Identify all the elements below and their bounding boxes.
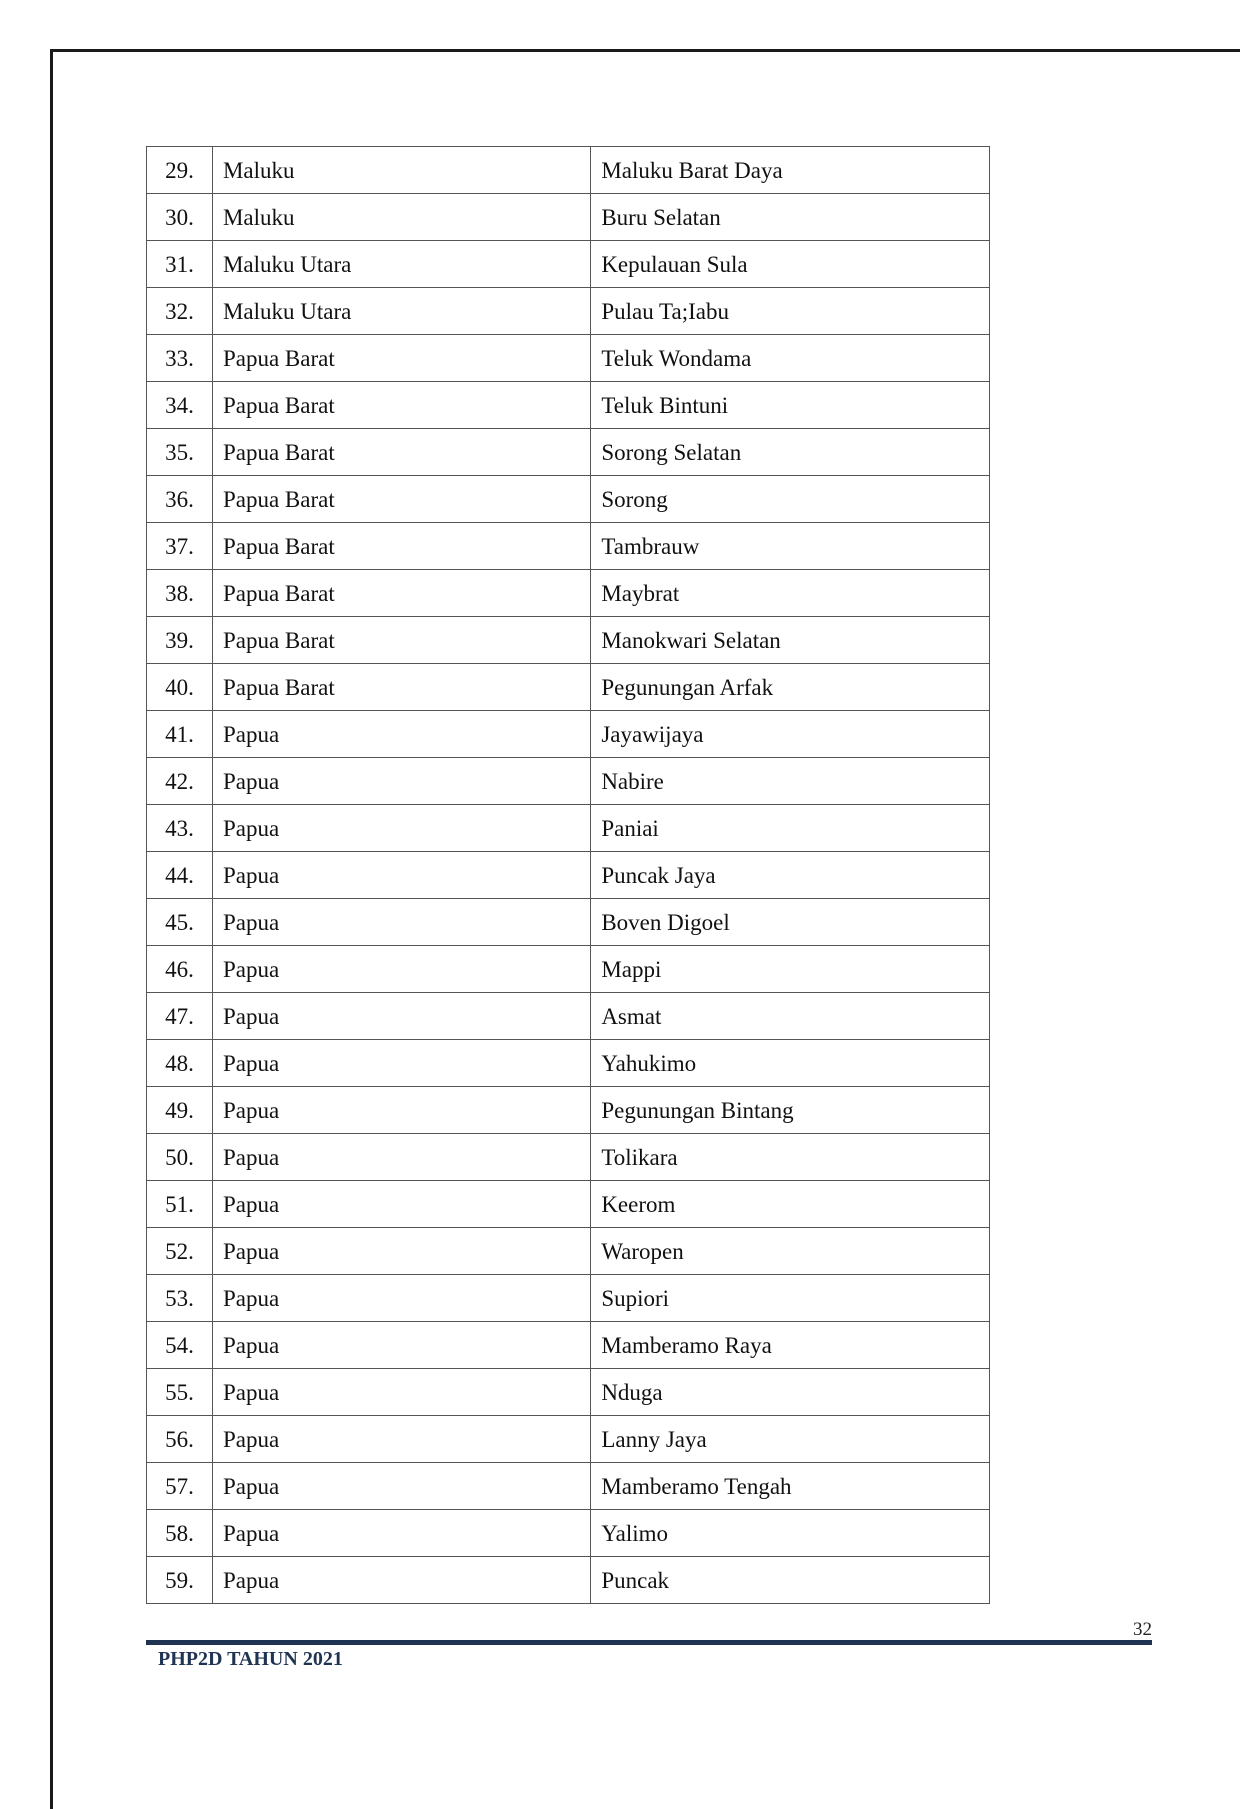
- regency-cell: Lanny Jaya: [591, 1416, 990, 1463]
- table-row: [147, 1134, 990, 1181]
- row-number-cell: 52.: [147, 1228, 213, 1275]
- province-cell: Maluku: [212, 194, 590, 241]
- table-row: [147, 852, 990, 899]
- regency-cell: Yalimo: [591, 1510, 990, 1557]
- regency-cell: Maluku Barat Daya: [591, 147, 990, 194]
- regency-cell: Pulau Ta;Iabu: [591, 288, 990, 335]
- footer-divider: [146, 1640, 1152, 1645]
- regency-cell: Paniai: [591, 805, 990, 852]
- province-cell: Papua: [212, 1510, 590, 1557]
- row-number-cell: 30.: [147, 194, 213, 241]
- table-row: [147, 899, 990, 946]
- province-cell: Papua: [212, 1087, 590, 1134]
- regency-cell: Jayawijaya: [591, 711, 990, 758]
- regency-cell: Manokwari Selatan: [591, 617, 990, 664]
- row-number-cell: 49.: [147, 1087, 213, 1134]
- table-row: [147, 1181, 990, 1228]
- regency-cell: Asmat: [591, 993, 990, 1040]
- table-row: [147, 147, 990, 194]
- table-row: [147, 1369, 990, 1416]
- regency-cell: Boven Digoel: [591, 899, 990, 946]
- province-cell: Papua: [212, 1416, 590, 1463]
- row-number-cell: 58.: [147, 1510, 213, 1557]
- province-cell: Papua: [212, 852, 590, 899]
- regency-cell: Sorong: [591, 476, 990, 523]
- regency-cell: Mappi: [591, 946, 990, 993]
- row-number-cell: 44.: [147, 852, 213, 899]
- row-number-cell: 47.: [147, 993, 213, 1040]
- province-cell: Papua Barat: [212, 570, 590, 617]
- table-row: [147, 664, 990, 711]
- row-number-cell: 38.: [147, 570, 213, 617]
- regency-cell: Pegunungan Bintang: [591, 1087, 990, 1134]
- row-number-cell: 35.: [147, 429, 213, 476]
- table-row: [147, 194, 990, 241]
- regency-table: [146, 146, 990, 1604]
- row-number-cell: 43.: [147, 805, 213, 852]
- table-row: [147, 429, 990, 476]
- province-cell: Papua Barat: [212, 335, 590, 382]
- table-row: [147, 758, 990, 805]
- table-row: [147, 1228, 990, 1275]
- row-number-cell: 54.: [147, 1322, 213, 1369]
- province-cell: Papua: [212, 1463, 590, 1510]
- row-number-cell: 41.: [147, 711, 213, 758]
- regency-cell: Tolikara: [591, 1134, 990, 1181]
- row-number-cell: 51.: [147, 1181, 213, 1228]
- regency-cell: Nduga: [591, 1369, 990, 1416]
- table-row: [147, 1557, 990, 1604]
- row-number-cell: 57.: [147, 1463, 213, 1510]
- province-cell: Papua: [212, 993, 590, 1040]
- regency-cell: Puncak: [591, 1557, 990, 1604]
- province-cell: Papua: [212, 899, 590, 946]
- regency-cell: Pegunungan Arfak: [591, 664, 990, 711]
- regency-cell: Supiori: [591, 1275, 990, 1322]
- table-row: [147, 1416, 990, 1463]
- regency-cell: Waropen: [591, 1228, 990, 1275]
- row-number-cell: 59.: [147, 1557, 213, 1604]
- regency-cell: Mamberamo Tengah: [591, 1463, 990, 1510]
- row-number-cell: 50.: [147, 1134, 213, 1181]
- province-cell: Papua: [212, 1134, 590, 1181]
- province-cell: Maluku Utara: [212, 288, 590, 335]
- regency-cell: Tambrauw: [591, 523, 990, 570]
- row-number-cell: 37.: [147, 523, 213, 570]
- row-number-cell: 46.: [147, 946, 213, 993]
- province-cell: Maluku: [212, 147, 590, 194]
- table-row: [147, 1463, 990, 1510]
- regency-cell: Nabire: [591, 758, 990, 805]
- province-cell: Papua: [212, 1040, 590, 1087]
- footer-label: PHP2D TAHUN 2021: [158, 1648, 343, 1670]
- row-number-cell: 45.: [147, 899, 213, 946]
- table-row: [147, 1087, 990, 1134]
- table-row: [147, 382, 990, 429]
- table-row: [147, 946, 990, 993]
- row-number-cell: 34.: [147, 382, 213, 429]
- row-number-cell: 55.: [147, 1369, 213, 1416]
- province-cell: Papua Barat: [212, 664, 590, 711]
- row-number-cell: 39.: [147, 617, 213, 664]
- province-cell: Papua: [212, 1275, 590, 1322]
- table-row: [147, 1510, 990, 1557]
- province-cell: Papua Barat: [212, 617, 590, 664]
- regency-cell: Sorong Selatan: [591, 429, 990, 476]
- table-row: [147, 288, 990, 335]
- province-cell: Maluku Utara: [212, 241, 590, 288]
- regency-cell: Yahukimo: [591, 1040, 990, 1087]
- province-cell: Papua: [212, 1181, 590, 1228]
- province-cell: Papua Barat: [212, 523, 590, 570]
- row-number-cell: 32.: [147, 288, 213, 335]
- table-row: [147, 523, 990, 570]
- table-body: [147, 147, 990, 1604]
- table-row: [147, 241, 990, 288]
- province-cell: Papua Barat: [212, 382, 590, 429]
- row-number-cell: 29.: [147, 147, 213, 194]
- regency-cell: Teluk Wondama: [591, 335, 990, 382]
- province-cell: Papua: [212, 1369, 590, 1416]
- row-number-cell: 36.: [147, 476, 213, 523]
- province-cell: Papua: [212, 946, 590, 993]
- table-row: [147, 805, 990, 852]
- province-cell: Papua Barat: [212, 476, 590, 523]
- regency-cell: Kepulauan Sula: [591, 241, 990, 288]
- regency-cell: Maybrat: [591, 570, 990, 617]
- table-row: [147, 1322, 990, 1369]
- table-row: [147, 335, 990, 382]
- table-row: [147, 711, 990, 758]
- row-number-cell: 56.: [147, 1416, 213, 1463]
- row-number-cell: 40.: [147, 664, 213, 711]
- row-number-cell: 53.: [147, 1275, 213, 1322]
- row-number-cell: 42.: [147, 758, 213, 805]
- row-number-cell: 48.: [147, 1040, 213, 1087]
- regency-cell: Mamberamo Raya: [591, 1322, 990, 1369]
- regency-cell: Buru Selatan: [591, 194, 990, 241]
- table-row: [147, 993, 990, 1040]
- province-cell: Papua: [212, 711, 590, 758]
- regency-cell: Teluk Bintuni: [591, 382, 990, 429]
- regency-cell: Puncak Jaya: [591, 852, 990, 899]
- province-cell: Papua: [212, 805, 590, 852]
- row-number-cell: 33.: [147, 335, 213, 382]
- row-number-cell: 31.: [147, 241, 213, 288]
- table-row: [147, 570, 990, 617]
- table-row: [147, 1275, 990, 1322]
- page-number: 32: [1133, 1619, 1152, 1640]
- province-cell: Papua: [212, 1557, 590, 1604]
- province-cell: Papua Barat: [212, 429, 590, 476]
- province-cell: Papua: [212, 1322, 590, 1369]
- table-row: [147, 476, 990, 523]
- table-row: [147, 1040, 990, 1087]
- regency-cell: Keerom: [591, 1181, 990, 1228]
- province-cell: Papua: [212, 1228, 590, 1275]
- table-row: [147, 617, 990, 664]
- province-cell: Papua: [212, 758, 590, 805]
